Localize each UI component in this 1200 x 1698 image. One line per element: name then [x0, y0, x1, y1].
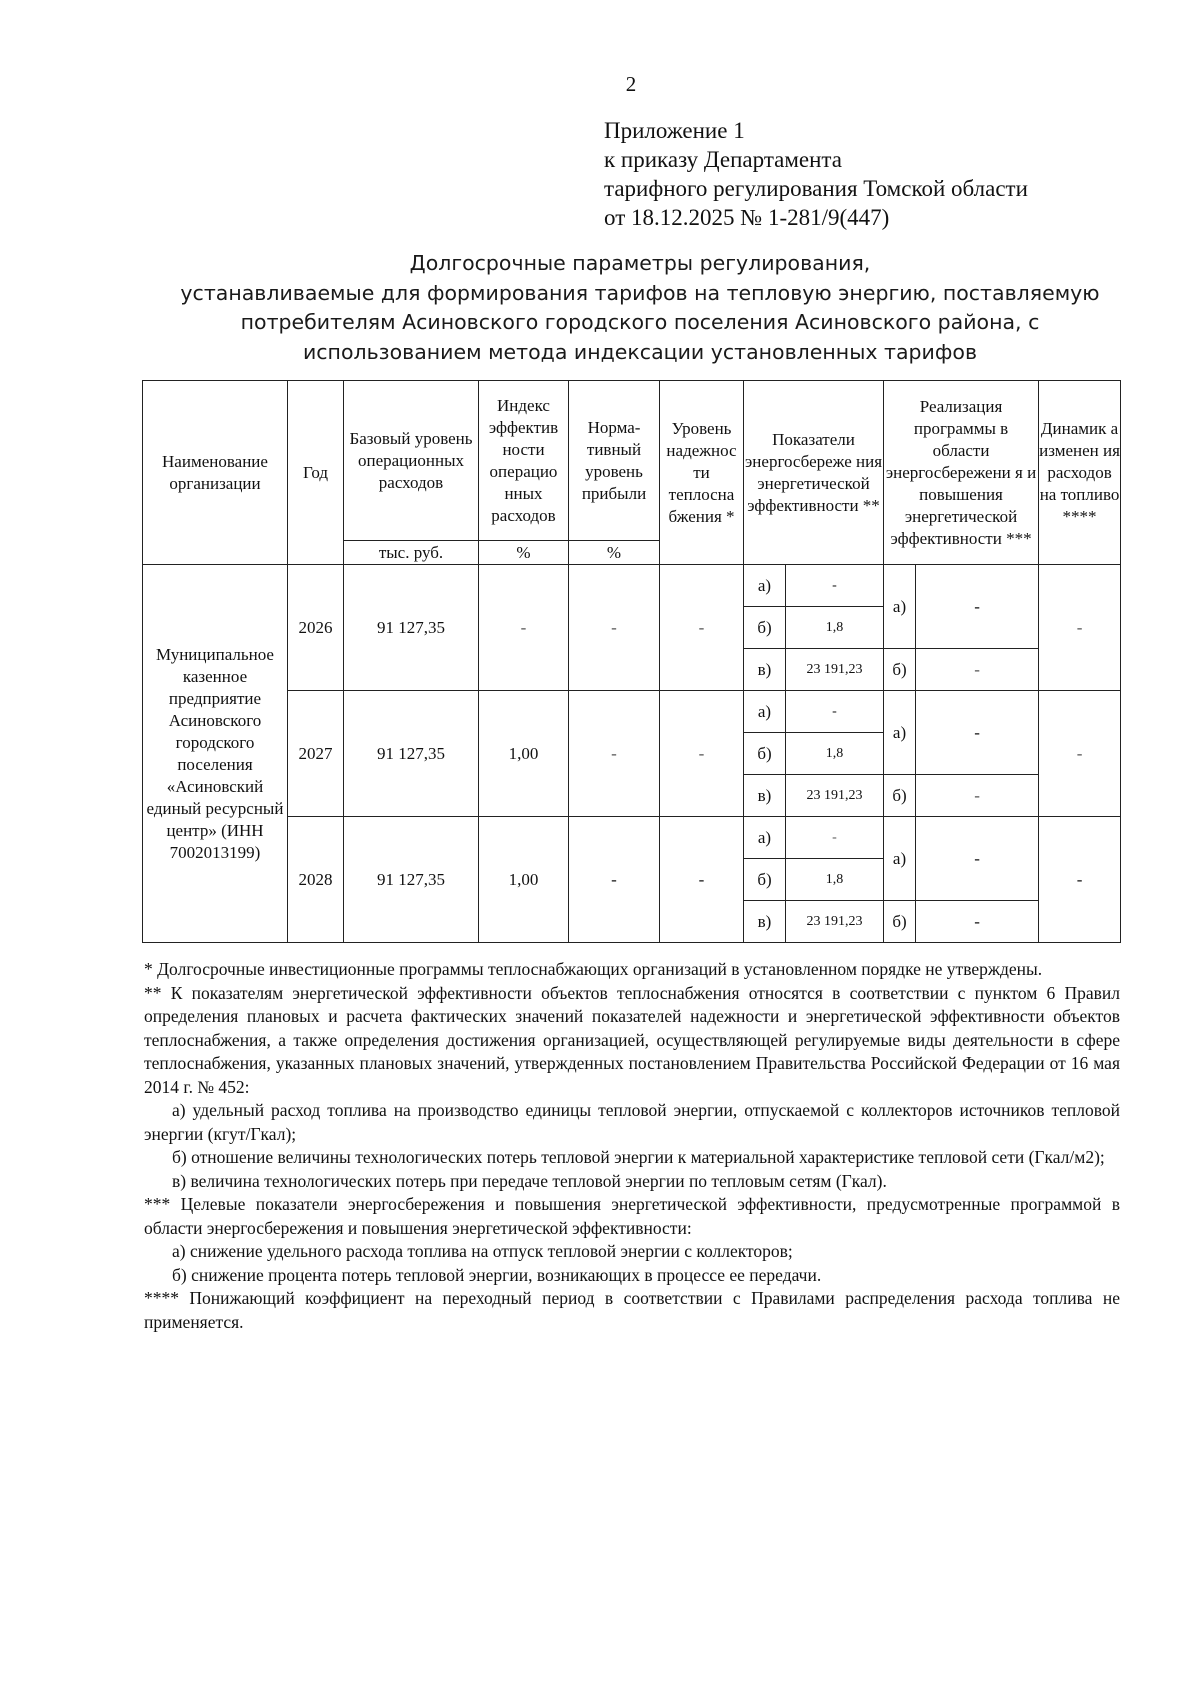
- indicator-key: а): [744, 817, 786, 859]
- year-cell: 2026: [288, 565, 344, 691]
- footnote-2a: а) удельный расход топлива на производство единицы тепловой энергии, отпускаемой с коллекторов источников тепловой энергии (кгут/Гкал);: [144, 1100, 1120, 1144]
- header-year: Год: [288, 381, 344, 565]
- footnote-3: *** Целевые показатели энергосбережения и повышения энергетической эффективности, предусмотренные программой в области энергосбережения и повышения энергетической эффективности:: [144, 1194, 1120, 1238]
- regulation-parameters-table: [142, 380, 1121, 943]
- indicator-value: 1,8: [786, 733, 884, 775]
- indicator-key: а): [744, 565, 786, 607]
- appendix-line-1: Приложение 1: [604, 118, 745, 143]
- header-org: Наименование организации: [143, 381, 288, 565]
- footnote-4: **** Понижающий коэффициент на переходный период в соответствии с Правилами распределения расхода топлива не применяется.: [144, 1288, 1120, 1332]
- program-value: -: [916, 817, 1039, 901]
- indicator-value: -: [786, 691, 884, 733]
- footnote-1: * Долгосрочные инвестиционные программы теплоснабжающих организаций в установленном порядке не утверждены.: [144, 959, 1043, 979]
- footnote-3b: б) снижение процента потерь тепловой энергии, возникающих в процессе ее передачи.: [172, 1264, 822, 1285]
- indicator-key: б): [744, 607, 786, 649]
- title-line-2: устанавливаемые для формирования тарифов на тепловую энергию, поставляемую: [180, 280, 1100, 305]
- unit-profit: %: [569, 541, 660, 565]
- indicator-value: 23 191,23: [786, 649, 884, 691]
- reliability-cell: -: [660, 565, 744, 691]
- footnote-3a: а) снижение удельного расхода топлива на отпуск тепловой энергии с коллекторов;: [172, 1241, 793, 1261]
- indicator-value: -: [786, 817, 884, 859]
- title-line-4: использованием метода индексации установленных тарифов: [302, 339, 978, 364]
- program-value: -: [916, 649, 1039, 691]
- title-line-3: потребителям Асиновского городского поселения Асиновского района, с: [240, 310, 1040, 334]
- year-cell: 2027: [288, 691, 344, 817]
- appendix-line-2: к приказу Департамента: [604, 147, 842, 172]
- header-efficiency-index: Индекс эффектив ности операцио нных расходов: [479, 381, 569, 541]
- base-cost-cell: 91 127,35: [344, 691, 479, 817]
- indicator-value: 1,8: [786, 607, 884, 649]
- indicator-key: б): [744, 733, 786, 775]
- header-reliability: Уровень надежнос ти теплосна бжения *: [660, 381, 744, 565]
- indicator-key: в): [744, 901, 786, 943]
- footnote-2: ** К показателям энергетической эффективности объектов теплоснабжения относятся в соответствии с пунктом 6 Правил определения плановых и расчета фактических значений показателей надежности и энергетической эффективности объектов теплоснабжения, а также определения достижения организацией, осуществляющей регулируемые виды деятельности в сфере теплоснабжения, указанных плановых значений, утвержденных постановлением Правительства Российской Федерации от 16 мая 2014 г. № 452:: [144, 982, 1120, 1097]
- footnote-2b: б) отношение величины технологических потерь тепловой энергии к материальной характеристике тепловой сети (Гкал/м2);: [172, 1147, 1105, 1167]
- appendix-line-3: тарифного регулирования Томской области: [604, 176, 1028, 201]
- appendix-block: [604, 116, 1028, 232]
- program-value: -: [916, 901, 1039, 943]
- base-cost-cell: 91 127,35: [344, 565, 479, 691]
- profit-cell: -: [569, 565, 660, 691]
- program-key: б): [884, 775, 916, 817]
- index-cell: 1,00: [479, 691, 569, 817]
- footnote-2c: в) величина технологических потерь при передаче тепловой энергии по тепловым сетям (Гкал).: [172, 1170, 887, 1191]
- reliability-cell: -: [660, 691, 744, 817]
- fuel-cell: -: [1039, 565, 1121, 691]
- indicator-key: в): [744, 775, 786, 817]
- header-program: Реализация программы в области энергосбережени я и повышения энергетической эффективности ***: [884, 381, 1039, 565]
- footnotes: [144, 958, 1120, 1334]
- header-base-costs: Базовый уровень операционных расходов: [344, 381, 479, 541]
- program-key: а): [884, 691, 916, 775]
- indicator-key: а): [744, 691, 786, 733]
- program-value: -: [916, 775, 1039, 817]
- appendix-line-4: от 18.12.2025 № 1-281/9(447): [604, 205, 890, 230]
- unit-base: тыс. руб.: [344, 541, 479, 565]
- indicator-value: -: [786, 565, 884, 607]
- org-name-cell: Муниципальное казенное предприятие Асиновского городского поселения «Асиновский единый ресурсный центр» (ИНН 7002013199): [143, 565, 288, 943]
- reliability-cell: -: [660, 817, 744, 943]
- page-number: 2: [625, 72, 637, 96]
- indicator-value: 1,8: [786, 859, 884, 901]
- indicator-value: 23 191,23: [786, 901, 884, 943]
- program-key: б): [884, 901, 916, 943]
- index-cell: -: [479, 565, 569, 691]
- indicator-key: б): [744, 859, 786, 901]
- profit-cell: -: [569, 691, 660, 817]
- fuel-cell: -: [1039, 691, 1121, 817]
- fuel-cell: -: [1039, 817, 1121, 943]
- profit-cell: -: [569, 817, 660, 943]
- program-key: а): [884, 817, 916, 901]
- unit-index: %: [479, 541, 569, 565]
- title-line-1: Долгосрочные параметры регулирования,: [409, 251, 871, 275]
- base-cost-cell: 91 127,35: [344, 817, 479, 943]
- year-cell: 2028: [288, 817, 344, 943]
- header-fuel: Динамик а изменен ия расходов на топливо ****: [1039, 381, 1121, 565]
- indicator-key: в): [744, 649, 786, 691]
- program-value: -: [916, 565, 1039, 649]
- index-cell: 1,00: [479, 817, 569, 943]
- program-value: -: [916, 691, 1039, 775]
- document-title: [140, 249, 1140, 367]
- program-key: б): [884, 649, 916, 691]
- header-energy-indicators: Показатели энергосбереже ния энергетической эффективности **: [744, 381, 884, 565]
- indicator-value: 23 191,23: [786, 775, 884, 817]
- header-profit: Норма-тивный уровень прибыли: [569, 381, 660, 541]
- program-key: а): [884, 565, 916, 649]
